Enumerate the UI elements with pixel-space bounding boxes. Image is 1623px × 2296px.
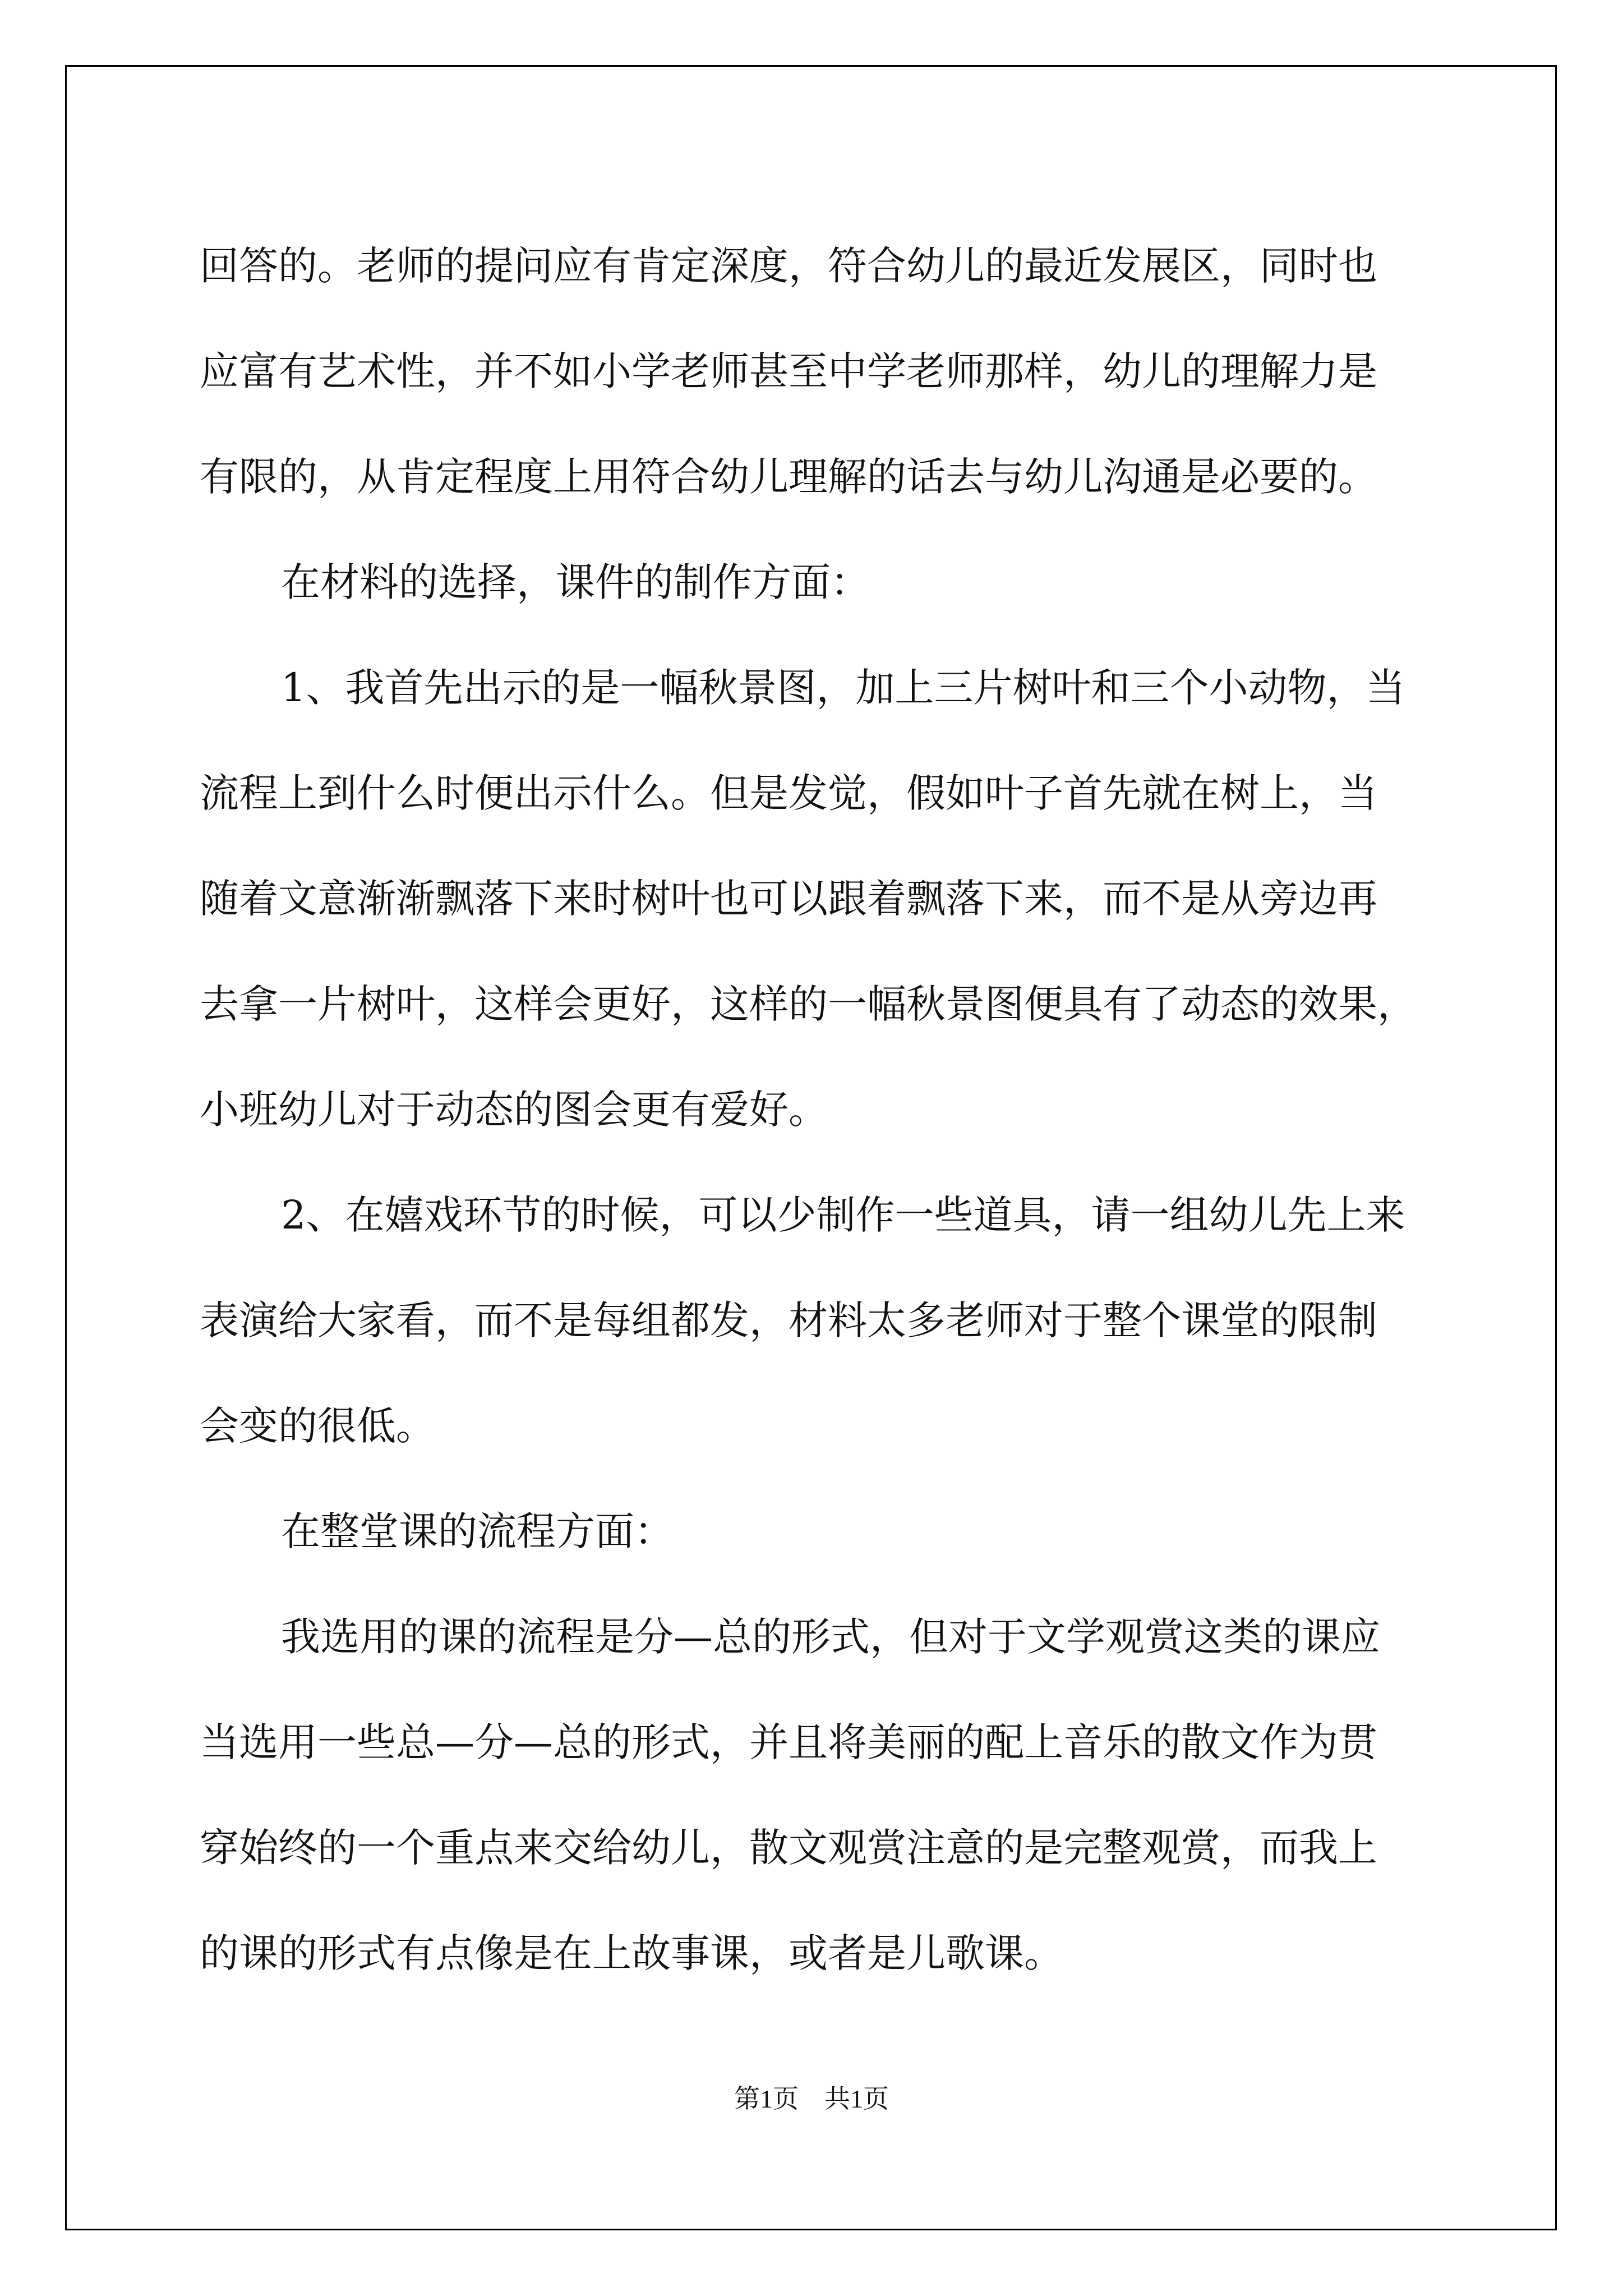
text-line: 流程上到什么时便出示什么。但是发觉，假如叶子首先就在树上，当 (200, 770, 1377, 816)
text-line: 当选用一些总—分—总的形式，并且将美丽的配上音乐的散文作为贯 (200, 1719, 1377, 1765)
text-line: 表演给大家看，而不是每组都发，材料太多老师对于整个课堂的限制 (200, 1297, 1377, 1343)
paragraph (200, 1584, 1442, 2006)
text-line: 有限的，从肯定程度上用符合幼儿理解的话去与幼儿沟通是必要的。 (200, 454, 1377, 500)
text-line: 随着文意渐渐飘落下来时树叶也可以跟着飘落下来，而不是从旁边再 (200, 876, 1377, 922)
text-line: 的课的形式有点像是在上故事课，或者是儿歌课。 (200, 1930, 1063, 1976)
text-line: 小班幼儿对于动态的图会更有爱好。 (200, 1087, 828, 1133)
text-line: 2、在嬉戏环节的时候，可以少制作一些道具，请一组幼儿先上来 (281, 1192, 1405, 1238)
paragraph (200, 635, 1442, 1162)
text-line: 应富有艺术性，并不如小学老师甚至中学老师那样，幼儿的理解力是 (200, 348, 1377, 394)
page-footer (0, 2082, 1623, 2116)
paragraph (200, 1162, 1442, 1479)
text-line: 我选用的课的流程是分—总的形式，但对于文学观赏这类的课应 (281, 1614, 1380, 1660)
text-line: 回答的。老师的提问应有肯定深度，符合幼儿的最近发展区，同时也 (200, 243, 1377, 289)
paragraph (200, 213, 1442, 530)
text-line: 去拿一片树叶，这样会更好，这样的一幅秋景图便具有了动态的效果， (200, 981, 1417, 1027)
text-line: 在材料的选择，课件的制作方面： (281, 559, 870, 605)
text-line: 会变的很低。 (200, 1403, 435, 1449)
paragraph (200, 1479, 1442, 1584)
text-line: 穿始终的一个重点来交给幼儿，散文观赏注意的是完整观赏，而我上 (200, 1825, 1377, 1871)
page-number: 第1页 共1页 (734, 2085, 889, 2113)
document-body (200, 213, 1442, 2006)
text-line: 在整堂课的流程方面： (281, 1508, 674, 1554)
paragraph (200, 530, 1442, 635)
text-line: 1、我首先出示的是一幅秋景图，加上三片树叶和三个小动物，当 (281, 665, 1405, 711)
